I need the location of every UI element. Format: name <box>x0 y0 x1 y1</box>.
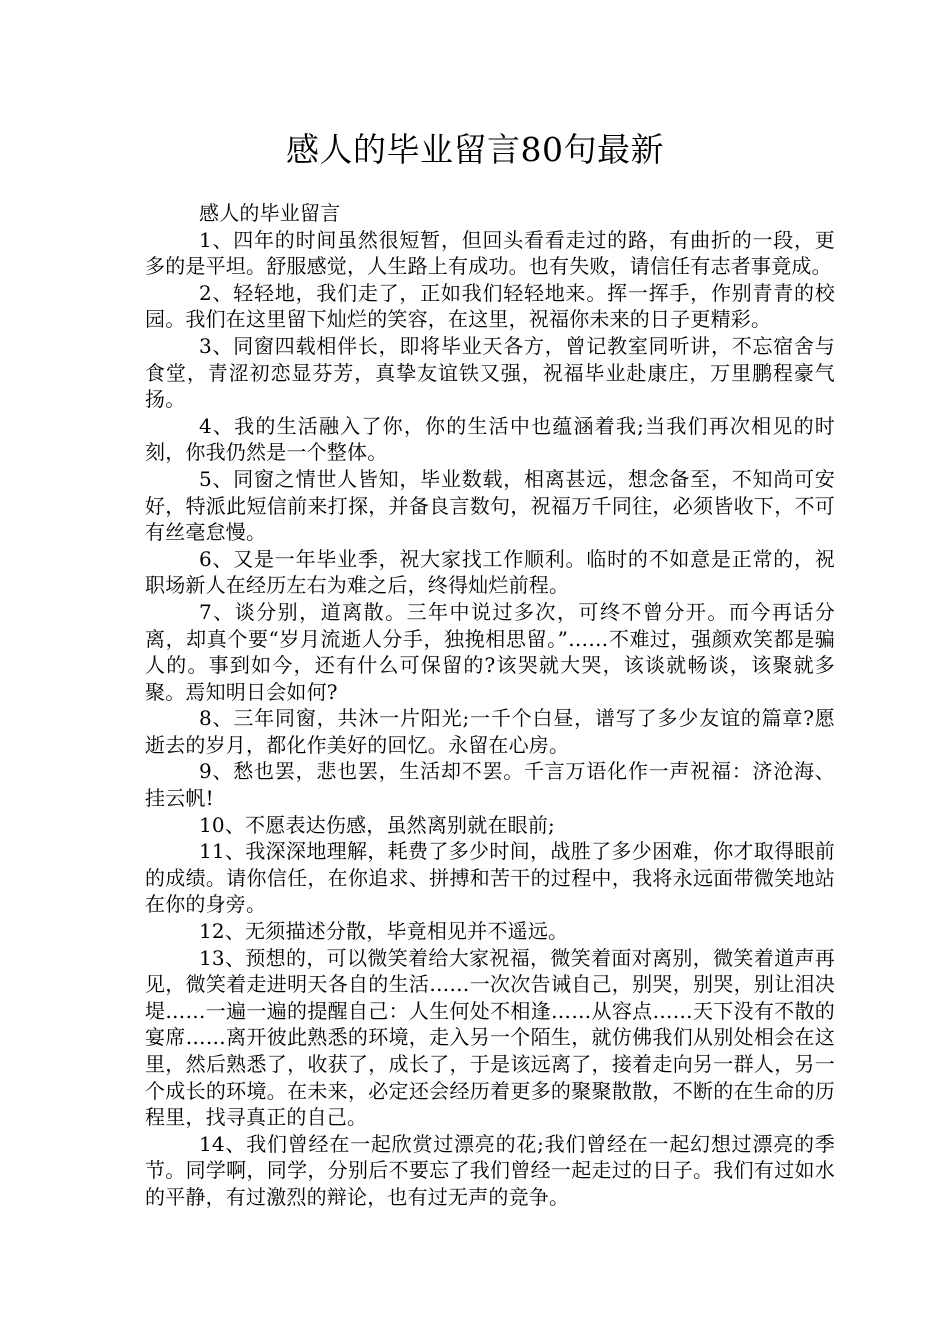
paragraph-10: 10、不愿表达伤感，虽然离别就在眼前; <box>199 812 555 837</box>
paragraph-2: 2、轻轻地，我们走了，正如我们轻轻地来。挥一挥手，作别青青的校园。我们在这里留下灿烂的笑容，在这里，祝福你未来的日子更精彩。 <box>145 280 835 332</box>
paragraph-6: 6、又是一年毕业季，祝大家找工作顺利。临时的不如意是正常的，祝职场新人在经历左右为难之后，终得灿烂前程。 <box>145 546 835 598</box>
paragraph-4: 4、我的生活融入了你，你的生活中也蕴涵着我;当我们再次相见的时刻，你我仍然是一个整体。 <box>145 413 835 465</box>
paragraph-12: 12、无须描述分散，毕竟相见并不遥远。 <box>199 919 569 944</box>
paragraph-1: 1、四年的时间虽然很短暂，但回头看看走过的路，有曲折的一段，更多的是平坦。舒服感觉，人生路上有成功。也有失败，请信任有志者事竟成。 <box>145 227 835 279</box>
paragraph-8: 8、三年同窗，共沐一片阳光;一千个白昼，谱写了多少友谊的篇章?愿逝去的岁月，都化作美好的回忆。永留在心房。 <box>145 706 835 757</box>
paragraph-3: 3、同窗四载相伴长，即将毕业天各方，曾记教室同听讲，不忘宿舍与食堂，青涩初恋显芬芳，真挚友谊铁又强，祝福毕业赴康庄，万里鹏程豪气扬。 <box>145 333 835 412</box>
paragraph-5: 5、同窗之情世人皆知，毕业数载，相离甚远，想念备至，不知尚可安好，特派此短信前来打探，并备良言数句，祝福万千同往，必须皆收下，不可有丝毫怠慢。 <box>145 466 835 545</box>
paragraph-13: 13、预想的，可以微笑着给大家祝福，微笑着面对离别，微笑着道声再见，微笑着走进明天各自的生活……一次次告诫自己，别哭，别哭，别让泪决堤……一遍一遍的提醒自己：人生何处不相逢……从容点……天下没有不散的宴席……离开彼此熟悉的环境，走入另一个陌生，就仿佛我们从别处相会在这里，然后熟悉了，收获了，成长了，于是该远离了，接着走向另一群人，另一个成长的环境。在未来，必定还会经历着更多的聚聚散散，不断的在生命的历程里，找寻真正的自己。 <box>145 945 835 1130</box>
page-title: 感人的毕业留言80句最新 <box>286 130 664 169</box>
paragraph-14: 14、我们曾经在一起欣赏过漂亮的花;我们曾经在一起幻想过漂亮的季节。同学啊，同学，分别后不要忘了我们曾经一起走过的日子。我们有过如水的平静，有过激烈的辩论，也有过无声的竞争。 <box>145 1131 835 1209</box>
document-body <box>145 200 835 1211</box>
paragraph-9: 9、愁也罢，悲也罢，生活却不罢。千言万语化作一声祝福：济沧海、挂云帆! <box>145 759 835 811</box>
paragraph-7: 7、谈分别，道离散。三年中说过多次，可终不曾分开。而今再话分离，却真个要“岁月流逝人分手，独挽相思留。”……不难过，强颜欢笑都是骗人的。事到如今，还有什么可保留的?该哭就大哭，该谈就畅谈，该聚就多聚。焉知明日会如何? <box>145 599 835 704</box>
section-heading: 感人的毕业留言 <box>199 201 341 225</box>
paragraph-11: 11、我深深地理解，耗费了多少时间，战胜了多少困难，你才取得眼前的成绩。请你信任，在你追求、拼搏和苦干的过程中，我将永远面带微笑地站在你的身旁。 <box>145 839 835 917</box>
